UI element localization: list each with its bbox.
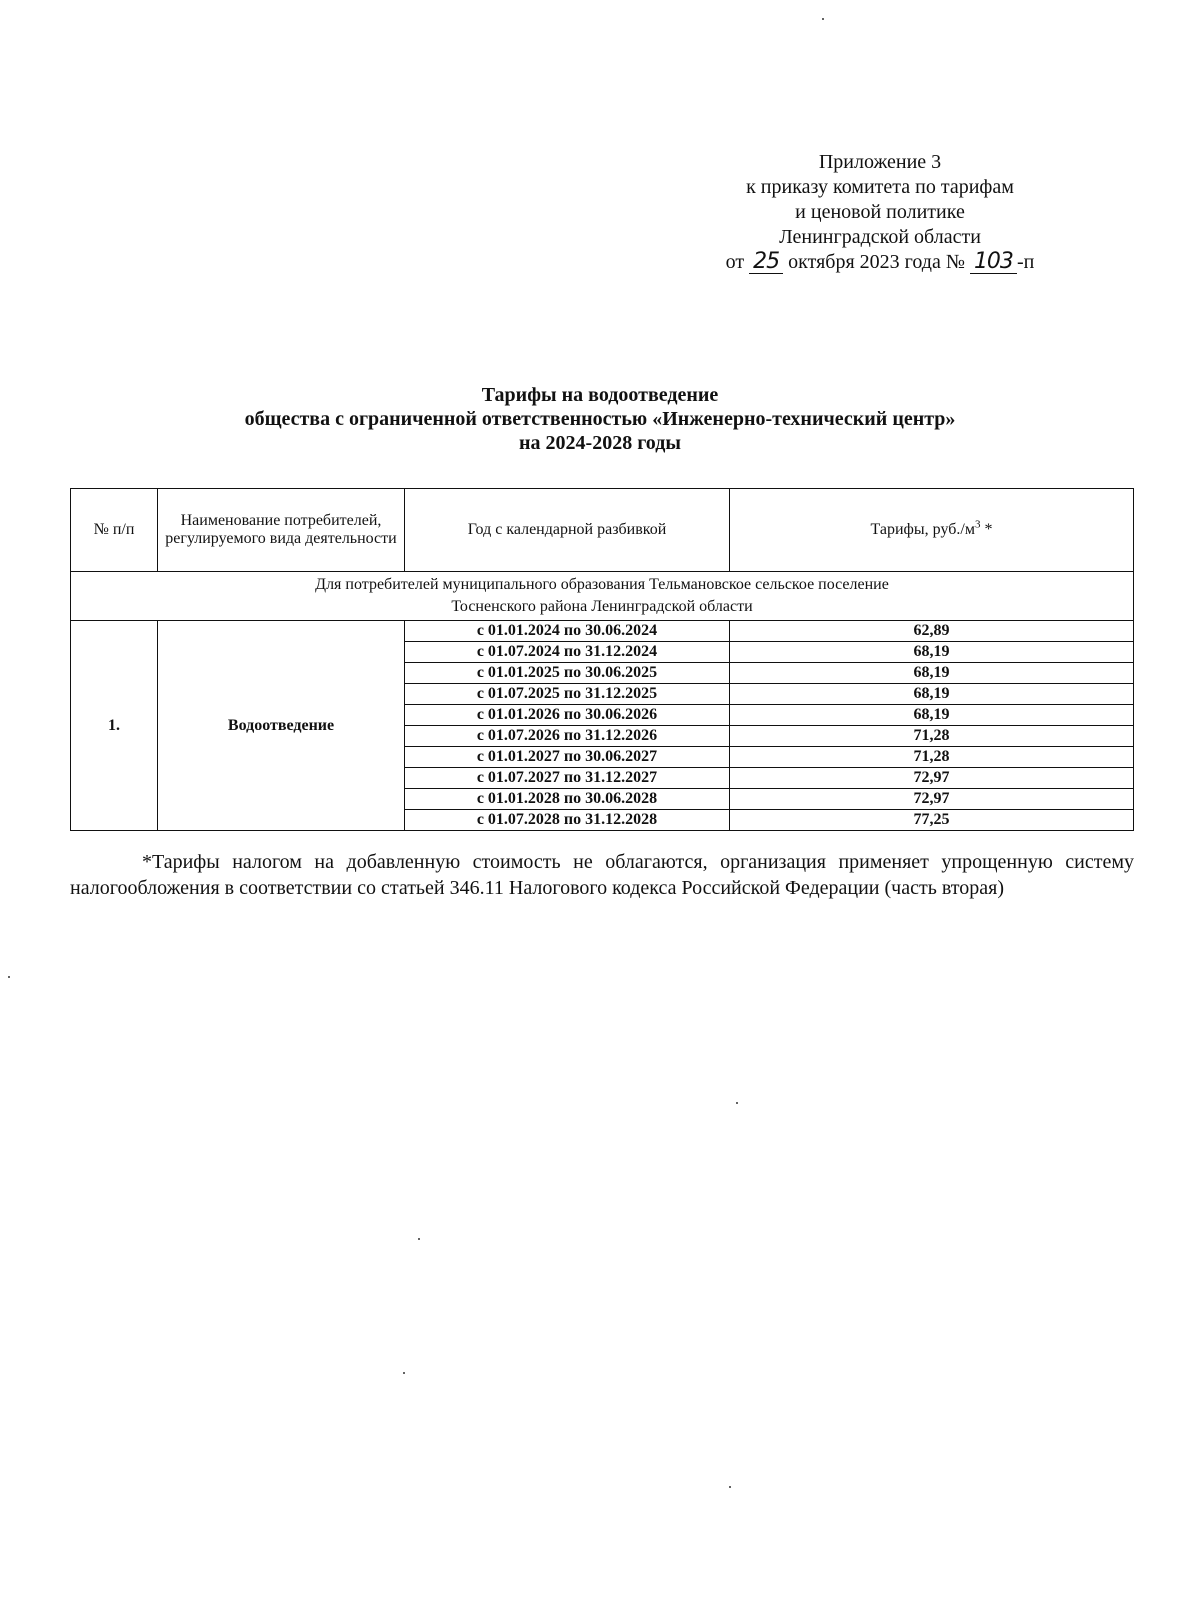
header-tariff: [730, 489, 1134, 572]
appendix-header: [640, 150, 1120, 275]
group-cell: [71, 572, 1134, 621]
tariff-cell: 72,97: [730, 789, 1134, 810]
tariff-cell: 68,19: [730, 663, 1134, 684]
title-line-2: общества с ограниченной ответственностью «Инженерно-технический центр»: [244, 408, 956, 430]
period-cell: с 01.01.2027 по 30.06.2027: [405, 747, 730, 768]
scan-speck: [729, 1486, 731, 1488]
appendix-committee: и ценовой политике: [795, 201, 965, 223]
period-cell: с 01.01.2025 по 30.06.2025: [405, 663, 730, 684]
scan-speck: [8, 976, 10, 978]
period-cell: с 01.07.2027 по 31.12.2027: [405, 768, 730, 789]
tariff-cell: 71,28: [730, 726, 1134, 747]
tariff-rows: [71, 621, 1134, 831]
tariff-cell: 72,97: [730, 768, 1134, 789]
order-suffix: -п: [1016, 251, 1035, 273]
tariff-cell: 68,19: [730, 642, 1134, 663]
tariff-cell: 68,19: [730, 705, 1134, 726]
header-name: Наименование потребителей, регулируемого вида деятельности: [158, 489, 405, 572]
appendix-region: Ленинградской области: [779, 226, 981, 248]
scan-speck: [822, 18, 824, 20]
period-cell: с 01.01.2024 по 30.06.2024: [405, 621, 730, 642]
scan-speck: [403, 1372, 405, 1374]
footnote: *Тарифы налогом на добавленную стоимость не облагаются, организация применяет упрощенную систему налогообложения в соответствии со статьей 346.11 Налогового кодекса Российской Федерации (часть вторая): [70, 851, 1134, 899]
group-row: [71, 572, 1134, 621]
scan-speck: [736, 1102, 738, 1104]
period-cell: с 01.07.2024 по 31.12.2024: [405, 642, 730, 663]
period-cell: с 01.01.2026 по 30.06.2026: [405, 705, 730, 726]
header-tariff-suffix: *: [980, 521, 993, 538]
tariff-table: [70, 488, 1134, 831]
date-rest: октября 2023 года №: [788, 251, 965, 273]
date-prefix: от: [725, 251, 745, 273]
header-tariff-sup: 3: [974, 518, 981, 531]
header-num: № п/п: [71, 489, 158, 572]
handwritten-order-number: 103: [970, 251, 1017, 274]
table-row: [71, 621, 1134, 642]
row-service-name: Водоотведение: [158, 621, 405, 831]
period-cell: с 01.07.2026 по 31.12.2026: [405, 726, 730, 747]
tariff-cell: 77,25: [730, 810, 1134, 831]
header-period: Год с календарной разбивкой: [405, 489, 730, 572]
period-cell: с 01.01.2028 по 30.06.2028: [405, 789, 730, 810]
period-cell: с 01.07.2028 по 31.12.2028: [405, 810, 730, 831]
header-tariff-label: Тарифы, руб./м: [870, 521, 975, 538]
row-number: 1.: [71, 621, 158, 831]
tariff-cell: 71,28: [730, 747, 1134, 768]
appendix-order-ref: к приказу комитета по тарифам: [746, 176, 1014, 198]
title-line-1: Тарифы на водоотведение: [481, 384, 719, 406]
tariff-cell: 68,19: [730, 684, 1134, 705]
group-line-2: Тосненского района Ленинградской области: [451, 598, 753, 615]
tariff-cell: 62,89: [730, 621, 1134, 642]
handwritten-day: 25: [749, 251, 783, 274]
appendix-date-line: [640, 250, 1120, 275]
appendix-title: Приложение 3: [818, 151, 942, 173]
period-cell: с 01.07.2025 по 31.12.2025: [405, 684, 730, 705]
title-line-3: на 2024-2028 годы: [519, 432, 681, 454]
table-header-row: [71, 489, 1134, 572]
group-line-1: Для потребителей муниципального образования Тельмановское сельское поселение: [315, 576, 889, 593]
scan-speck: [418, 1238, 420, 1240]
document-title: [70, 383, 1130, 455]
